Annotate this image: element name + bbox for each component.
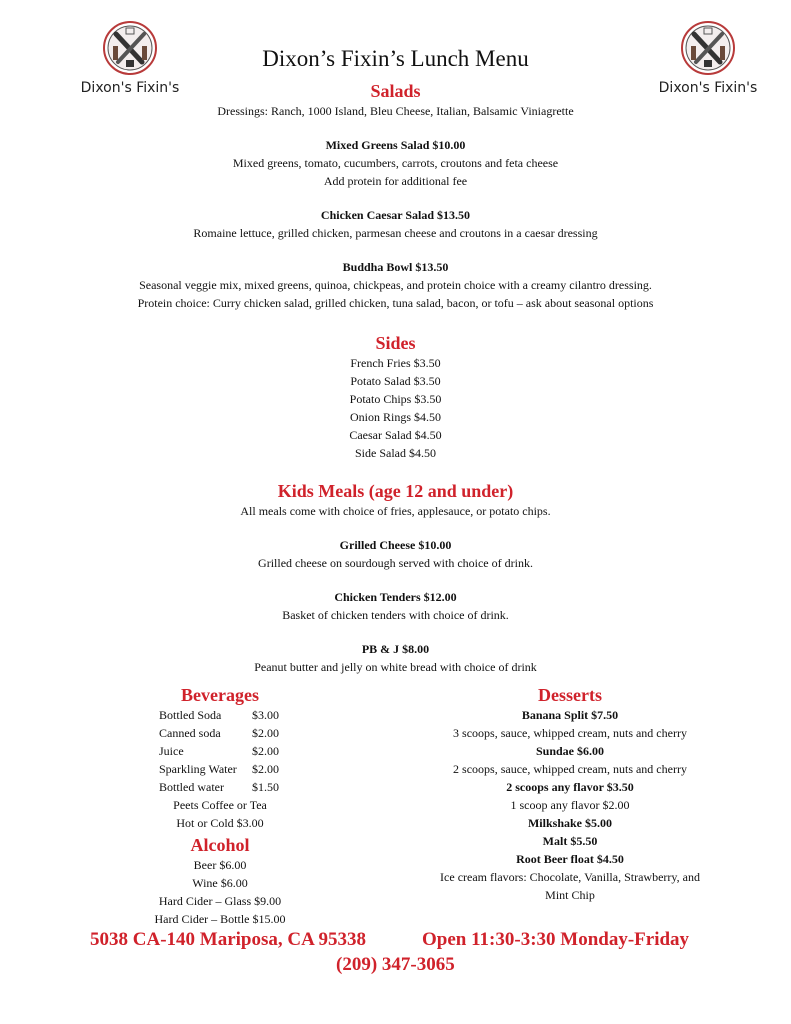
dessert-line: 1 scoop any flavor $2.00 <box>510 798 630 812</box>
dessert-line: Sundae $6.00 <box>535 744 605 758</box>
alcohol-item: Beer $6.00 <box>193 858 247 872</box>
salad-desc: Romaine lettuce, grilled chicken, parmesan cheese and croutons in a caesar dressing <box>193 226 598 240</box>
beverage-row <box>159 706 300 724</box>
desserts-heading: Desserts <box>538 685 602 705</box>
kids-heading: Kids Meals (age 12 and under) <box>277 481 514 501</box>
dessert-line: Milkshake $5.00 <box>527 816 612 830</box>
beverage-price: $2.00 <box>252 762 279 776</box>
kids-item-desc: Basket of chicken tenders with choice of drink. <box>282 608 509 622</box>
sides-heading: Sides <box>375 333 416 353</box>
beverages-section <box>140 684 300 928</box>
beverage-name: Bottled Soda <box>159 708 222 722</box>
beverage-row <box>159 724 300 742</box>
dessert-line: 2 scoops any flavor $3.50 <box>506 780 634 794</box>
kids-item-desc: Peanut butter and jelly on white bread with choice of drink <box>254 660 537 674</box>
side-item: Potato Salad $3.50 <box>350 374 441 388</box>
desserts-section <box>400 684 740 904</box>
side-item: Potato Chips $3.50 <box>349 392 442 406</box>
menu-main <box>0 80 791 676</box>
salad-desc: Add protein for additional fee <box>323 174 468 188</box>
beverage-row <box>159 778 300 796</box>
salad-desc: Mixed greens, tomato, cucumbers, carrots, croutons and feta cheese <box>232 156 559 170</box>
beverage-price: $2.00 <box>252 726 279 740</box>
beverage-name: Bottled water <box>159 780 224 794</box>
coffee-line: Peets Coffee or Tea <box>173 798 267 812</box>
page-title: Dixon’s Fixin’s Lunch Menu <box>262 46 529 71</box>
kids-item-name: Grilled Cheese $10.00 <box>339 538 452 552</box>
beverage-name: Juice <box>159 744 184 758</box>
side-item: Side Salad $4.50 <box>355 446 436 460</box>
kids-note: All meals come with choice of fries, applesauce, or potato chips. <box>240 504 551 518</box>
phone: (209) 347-3065 <box>336 954 455 975</box>
alcohol-heading: Alcohol <box>190 835 250 855</box>
address: 5038 CA-140 Mariposa, CA 95338 <box>90 929 367 950</box>
beverage-name: Canned soda <box>159 726 221 740</box>
beverages-heading: Beverages <box>181 685 259 705</box>
hours: Open 11:30-3:30 Monday-Friday <box>422 929 690 950</box>
dessert-line: Malt $5.50 <box>542 834 598 848</box>
beverage-name: Sparkling Water <box>159 762 237 776</box>
salad-name: Buddha Bowl $13.50 <box>342 260 449 274</box>
side-item: French Fries $3.50 <box>350 356 441 370</box>
side-item: Caesar Salad $4.50 <box>349 428 442 442</box>
beverage-price: $1.50 <box>252 780 279 794</box>
dessert-line: 3 scoops, sauce, whipped cream, nuts and cherry <box>453 726 687 740</box>
salads-heading: Salads <box>370 81 421 101</box>
alcohol-item: Hard Cider – Glass $9.00 <box>158 894 282 908</box>
salad-desc: Seasonal veggie mix, mixed greens, quinoa, chickpeas, and protein choice with a creamy cilantro dressing. <box>139 278 652 292</box>
kids-item-name: Chicken Tenders $12.00 <box>334 590 457 604</box>
salad-name: Chicken Caesar Salad $13.50 <box>320 208 471 222</box>
dressings: Dressings: Ranch, 1000 Island, Bleu Cheese, Italian, Balsamic Viniagrette <box>217 104 574 118</box>
coffee-line: Hot or Cold $3.00 <box>176 816 264 830</box>
dessert-line: Banana Split $7.50 <box>521 708 619 722</box>
beverage-row <box>159 760 300 778</box>
salad-desc: Protein choice: Curry chicken salad, grilled chicken, tuna salad, bacon, or tofu – ask about seasonal options <box>137 296 654 310</box>
beverage-price: $3.00 <box>252 708 279 722</box>
alcohol-item: Hard Cider – Bottle $15.00 <box>154 912 286 926</box>
kids-item-desc: Grilled cheese on sourdough served with choice of drink. <box>258 556 533 570</box>
kids-item-name: PB & J $8.00 <box>361 642 430 656</box>
alcohol-item: Wine $6.00 <box>192 876 248 890</box>
logo-text: Dixon's Fixin's <box>658 80 758 96</box>
beverage-price: $2.00 <box>252 744 279 758</box>
salad-name: Mixed Greens Salad $10.00 <box>325 138 466 152</box>
dessert-line: Root Beer float $4.50 <box>516 852 624 866</box>
dessert-line: 2 scoops, sauce, whipped cream, nuts and cherry <box>453 762 687 776</box>
beverage-row <box>159 742 300 760</box>
side-item: Onion Rings $4.50 <box>349 410 441 424</box>
dessert-line: Mint Chip <box>545 888 595 902</box>
logo-text: Dixon's Fixin's <box>80 80 180 96</box>
dessert-line: Ice cream flavors: Chocolate, Vanilla, Strawberry, and <box>440 870 700 884</box>
